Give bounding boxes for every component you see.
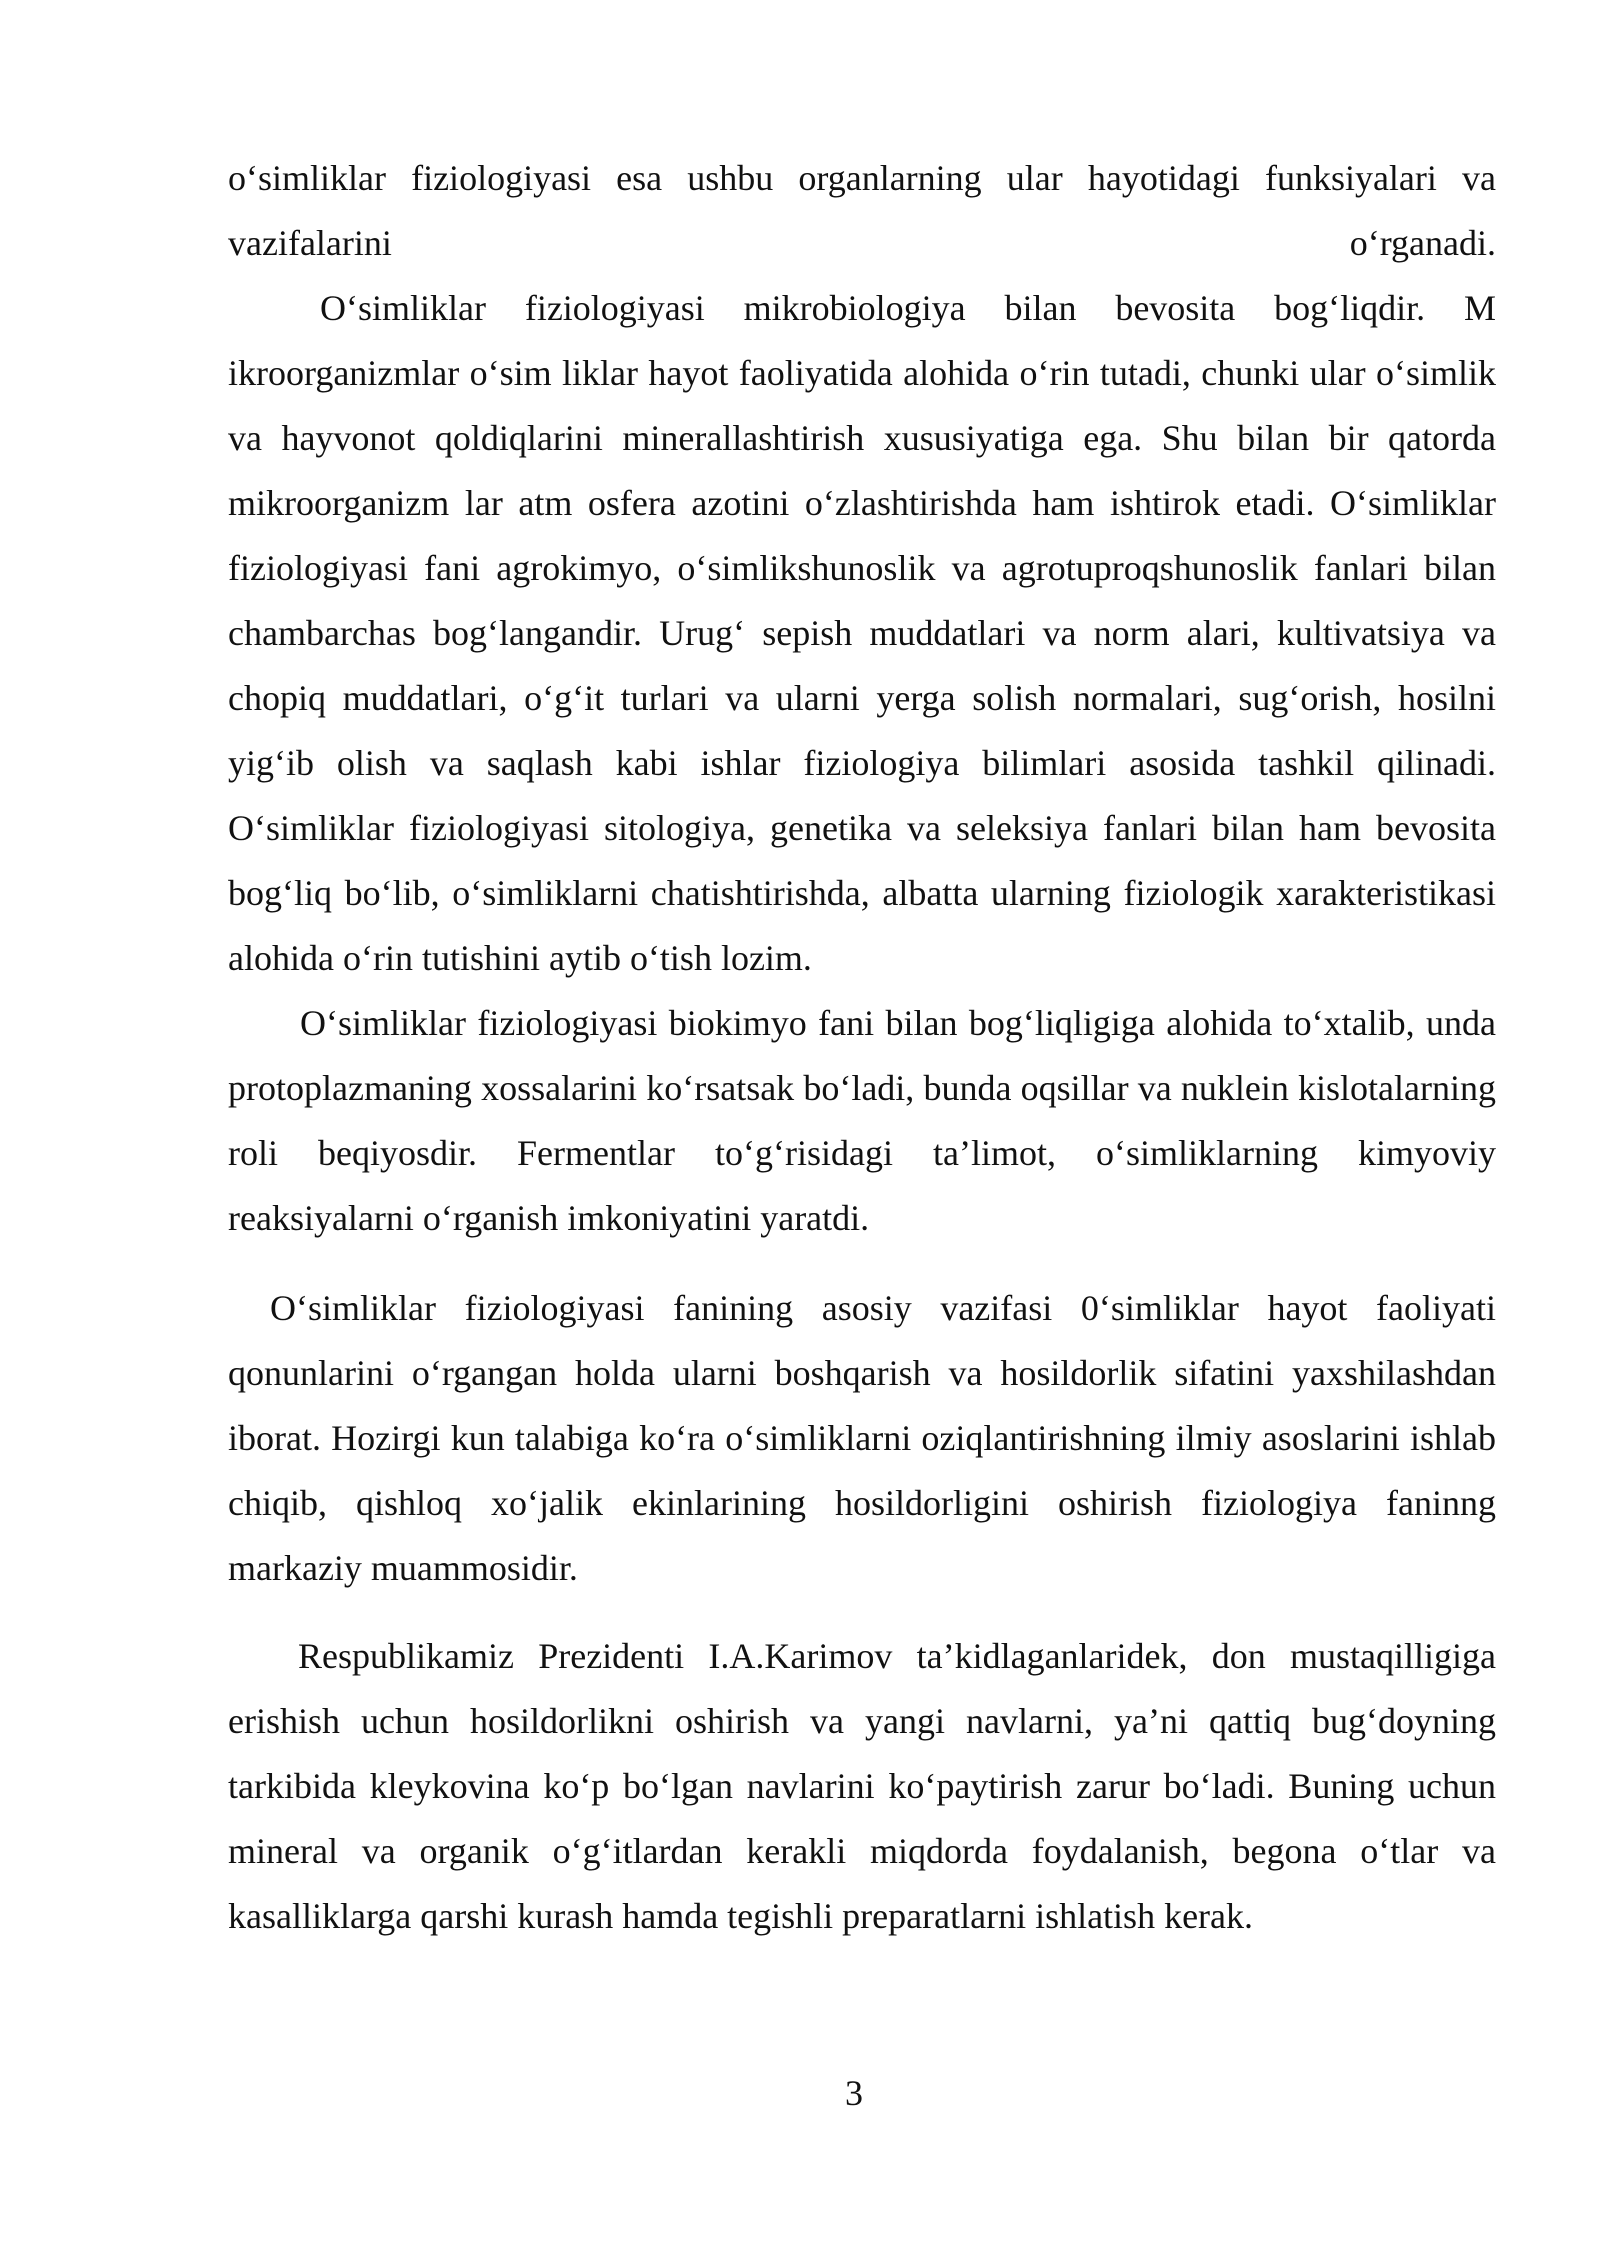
paragraph-2: O‘simliklar fiziologiyasi mikrobiologiya bilan bevosita bog‘liqdir. M ikroorganizmlar o‘sim liklar hayot faoliyatida alohida o‘rin tutadi, chunki ular o‘simlik va hayvonot qoldiqlarini minerallashtirish xususiyatiga ega. Shu bilan bir qatorda mikroorganizm lar atm osfera azotini o‘zlashtirishda ham ishtirok etadi. O‘simliklar fiziologiyasi fani agrokimyo, o‘simlikshunoslik va agrotuproqshunoslik fanlari bilan chambarchas bog‘langandir. Urug‘ sepish muddatlari va norm alari, kultivatsiya va chopiq muddatlari, o‘g‘it turlari va ularni yerga solish normalari, sug‘orish, hosilni yig‘ib olish va saqlash kabi ishlar fiziologiya bilimlari asosida tashkil qilinadi. O‘simliklar fiziologiyasi sitologiya, genetika va seleksiya fanlari bilan ham bevosita bog‘liq bo‘lib, o‘simliklarni chatishtirishda, albatta ularning fiziologik xarakteristikasi alohida o‘rin tutishini aytib o‘tish lozim. <box>228 288 1496 978</box>
text-section-2 <box>228 1276 1496 1601</box>
paragraph-1: o‘simliklar fiziologiyasi esa ushbu organlarning ular hayotidagi funksiyalari va vazifalarini o‘rganadi. <box>228 158 1496 263</box>
paragraph-4: O‘simliklar fiziologiyasi fanining asosiy vazifasi 0‘simliklar hayot faoliyati qonunlarini o‘rgangan holda ularni boshqarish va hosildorlik sifatini yaxshilashdan iborat. Hozirgi kun talabiga ko‘ra o‘simliklarni oziqlantirishning ilmiy asoslarini ishlab chiqib, qishloq xo‘jalik ekinlarining hosildorligini oshirish fiziologiya faninng markaziy muammosidir. <box>228 1288 1496 1588</box>
paragraph-5: Respublikamiz Prezidenti I.A.Karimov ta’kidlaganlaridek, don mustaqilligiga erishish uchun hosildorlikni oshirish va yangi navlarni, ya’ni qattiq bug‘doyning tarkibida kleykovina ko‘p bo‘lgan navlarini ko‘paytirish zarur bo‘ladi. Buning uchun mineral va organik o‘g‘itlardan kerakli miqdorda foydalanish, begona o‘tlar va kasalliklarga qarshi kurash hamda tegishli preparatlarni ishlatish kerak. <box>228 1636 1496 1936</box>
paragraph-3: O‘simliklar fiziologiyasi biokimyo fani bilan bog‘liqligiga alohida to‘xtalib, unda protoplazmaning xossalarini ko‘rsatsak bo‘ladi, bunda oqsillar va nuklein kislotalarning roli beqiyosdir. Fermentlar to‘g‘risidagi ta’limot, o‘simliklarning kimyoviy reaksiyalarni o‘rganish imkoniyatini yaratdi. <box>228 1003 1496 1238</box>
page-number: 3 <box>845 2073 863 2113</box>
text-section-3 <box>228 1624 1496 1949</box>
text-section-1 <box>228 146 1496 1251</box>
